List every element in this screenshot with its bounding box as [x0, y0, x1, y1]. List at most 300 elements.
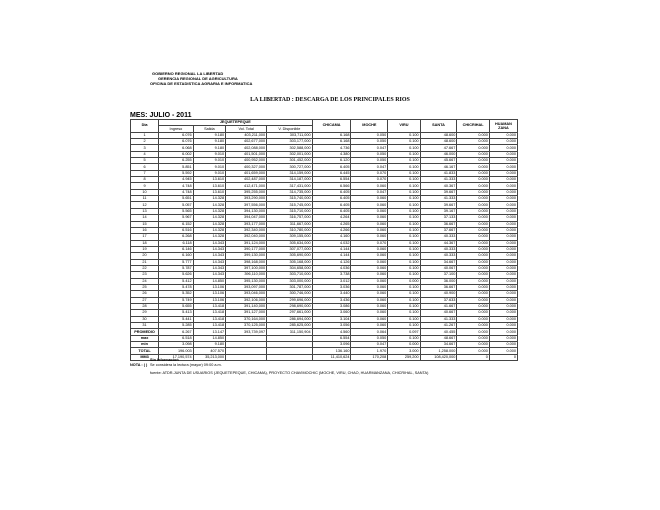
value-cell: 14.850 [193, 335, 225, 341]
value-cell: 0.000 [489, 291, 517, 297]
value-cell: 0.100 [388, 215, 420, 221]
value-cell: 300,746,000 [267, 291, 312, 297]
day-cell: 4 [131, 151, 159, 157]
value-cell: 9.180 [193, 132, 225, 138]
value-cell: 402,088,000 [226, 145, 267, 151]
value-cell: 40.333 [420, 234, 457, 240]
value-cell: 0.097 [388, 329, 420, 335]
value-cell: 407.570 [193, 348, 225, 354]
value-cell: 6.146 [159, 246, 194, 252]
value-cell: 0.000 [457, 151, 489, 157]
value-cell: 13.106 [193, 284, 225, 290]
value-cell: 14.343 [193, 259, 225, 265]
value-cell: 9.010 [193, 164, 225, 170]
value-cell: 0.060 [351, 259, 388, 265]
value-cell: 0.000 [457, 316, 489, 322]
value-cell: 14.328 [193, 221, 225, 227]
value-cell: 370,164,000 [226, 316, 267, 322]
value-cell: 9.180 [193, 139, 225, 145]
value-cell: 41.833 [420, 170, 457, 176]
value-cell: 13.106 [193, 291, 225, 297]
value-cell: 391,124,000 [226, 240, 267, 246]
value-cell: 0.000 [489, 329, 517, 335]
day-cell: 10 [131, 189, 159, 195]
value-cell: 401,659,000 [226, 170, 267, 176]
value-cell: 37.633 [420, 297, 457, 303]
day-cell: 29 [131, 310, 159, 316]
col-huamanzana: HUAMAN ZANA [489, 120, 517, 133]
value-cell: 0.060 [351, 284, 388, 290]
col-group-jequetepeque: JEQUETEPEQUE [159, 120, 312, 126]
value-cell [267, 354, 312, 360]
value-cell: 6.405 [312, 202, 351, 208]
value-cell: 0.000 [489, 183, 517, 189]
value-cell: 3.096 [312, 342, 351, 348]
value-cell: 315,745,000 [267, 202, 312, 208]
value-cell: 0.000 [489, 278, 517, 284]
value-cell: 34.667 [420, 342, 457, 348]
value-cell: 39.667 [420, 202, 457, 208]
value-cell: 5.441 [159, 316, 194, 322]
value-cell: 395,255,000 [226, 189, 267, 195]
value-cell: 0.050 [351, 151, 388, 157]
value-cell: 303,711,000 [267, 132, 312, 138]
value-cell: 0.100 [388, 227, 420, 233]
discharge-table [130, 119, 518, 361]
value-cell: 0.100 [388, 316, 420, 322]
value-cell: 6.076 [159, 132, 194, 138]
value-cell: 400,952,000 [226, 158, 267, 164]
summary-label: min [131, 342, 159, 348]
value-cell: 0.060 [351, 303, 388, 309]
value-cell: 14.328 [193, 196, 225, 202]
value-cell: 6.120 [312, 158, 351, 164]
value-cell: 0.000 [489, 221, 517, 227]
value-cell: 44.367 [420, 240, 457, 246]
value-cell: 5.285 [159, 323, 194, 329]
value-cell: 0.060 [351, 310, 388, 316]
value-cell: 170,208 [351, 354, 388, 360]
value-cell: 13.610 [193, 177, 225, 183]
value-cell: 0.000 [457, 139, 489, 145]
value-cell: 6.554 [312, 177, 351, 183]
value-cell: 11,410,624 [312, 354, 351, 360]
value-cell: 307,077,000 [267, 246, 312, 252]
value-cell: 4.266 [312, 227, 351, 233]
value-cell: 0.060 [351, 253, 388, 259]
value-cell: 0.100 [388, 323, 420, 329]
col-v-disponible: V. Disponible [267, 126, 312, 132]
value-cell: 393,046,000 [226, 291, 267, 297]
col-dia: Dia [131, 120, 159, 133]
value-cell: 0.060 [351, 208, 388, 214]
value-cell: 0.070 [351, 240, 388, 246]
day-cell: 23 [131, 272, 159, 278]
value-cell: 3.738 [312, 272, 351, 278]
value-cell: 0.000 [489, 310, 517, 316]
value-cell: 14.328 [193, 202, 225, 208]
value-cell: 301,452,000 [267, 158, 312, 164]
value-cell: 402,677,000 [226, 139, 267, 145]
value-cell: 0.060 [351, 291, 388, 297]
value-cell: 391,127,000 [226, 310, 267, 316]
value-cell: 0.100 [388, 253, 420, 259]
value-cell: 41.267 [420, 323, 457, 329]
value-cell: 6.566 [312, 183, 351, 189]
value-cell: 41.333 [420, 177, 457, 183]
value-cell: 35,213,000 [193, 354, 225, 360]
value-cell: 5.592 [159, 170, 194, 176]
value-cell: 0.060 [351, 323, 388, 329]
value-cell: 0 [457, 354, 489, 360]
day-cell: 24 [131, 278, 159, 284]
value-cell: 14.328 [193, 208, 225, 214]
value-cell: 40.455 [420, 329, 457, 335]
value-cell: 0.000 [489, 164, 517, 170]
value-cell: 0.100 [388, 234, 420, 240]
value-cell: 14.343 [193, 265, 225, 271]
value-cell: 4.160 [312, 234, 351, 240]
value-cell: 0.000 [489, 259, 517, 265]
day-cell: 1 [131, 132, 159, 138]
value-cell: 0.000 [457, 227, 489, 233]
value-cell: 6.152 [159, 221, 194, 227]
value-cell: 0.000 [457, 323, 489, 329]
value-cell: 4.560 [312, 329, 351, 335]
value-cell: 0.050 [351, 139, 388, 145]
value-cell: 5.967 [159, 215, 194, 221]
value-cell: 0.100 [388, 221, 420, 227]
header-line-1: GOBIERNO REGIONAL LA LIBERTAD [152, 71, 224, 76]
value-cell: 412,471,000 [226, 183, 267, 189]
value-cell: 36.667 [420, 284, 457, 290]
value-cell: 0.050 [351, 335, 388, 341]
value-cell: 0.100 [388, 170, 420, 176]
value-cell: 397,100,000 [226, 265, 267, 271]
value-cell: 0.060 [351, 215, 388, 221]
value-cell: 0.000 [457, 170, 489, 176]
value-cell: 0.000 [489, 132, 517, 138]
summary-row [131, 354, 518, 360]
summary-label: TOTAL [131, 348, 159, 354]
value-cell: 0.000 [457, 297, 489, 303]
value-cell: 13.418 [193, 316, 225, 322]
value-cell: 4.265 [312, 221, 351, 227]
value-cell: 6.002 [159, 151, 194, 157]
nota-text-1: Se considera la lectura (mayor) 09:00 a.m. [150, 363, 222, 367]
value-cell: 0.000 [457, 164, 489, 170]
header-line-3: OFICINA DE ESTADISTICA AGRARIA E INFORMATICA [150, 81, 253, 86]
value-cell: 4.380 [312, 151, 351, 157]
value-cell: 303,000,000 [267, 278, 312, 284]
value-cell: 0.000 [457, 284, 489, 290]
value-cell: 1.970 [351, 348, 388, 354]
value-cell: 393,097,000 [226, 284, 267, 290]
value-cell: 0.064 [351, 329, 388, 335]
day-cell: 31 [131, 323, 159, 329]
value-cell: 6.445 [312, 170, 351, 176]
value-cell: 3.436 [312, 297, 351, 303]
value-cell: 302,001,000 [267, 151, 312, 157]
value-cell: 0.000 [489, 234, 517, 240]
value-cell: 40.067 [420, 265, 457, 271]
value-cell: 4.036 [312, 265, 351, 271]
value-cell: 41.333 [420, 196, 457, 202]
day-cell: 21 [131, 259, 159, 265]
value-cell: 403,211,000 [226, 132, 267, 138]
value-cell: 5.413 [159, 310, 194, 316]
value-cell: 0.000 [457, 183, 489, 189]
value-cell: 4.264 [312, 215, 351, 221]
value-cell: 0.000 [489, 316, 517, 322]
value-cell: 0.100 [388, 259, 420, 265]
value-cell: 45.667 [420, 158, 457, 164]
value-cell: 393,739,097 [226, 329, 267, 335]
col-santa: SANTA [420, 120, 457, 133]
value-cell: 0.000 [489, 342, 517, 348]
day-cell: 9 [131, 183, 159, 189]
value-cell: 0.000 [489, 323, 517, 329]
value-cell: 0.060 [351, 265, 388, 271]
value-cell: 40.667 [420, 310, 457, 316]
value-cell: 4.945 [159, 177, 194, 183]
nota-text-2: fuente: ATDR-JUNTA DE USUARIOS (JEQUETEPEQUE, CHICAMA), PROYECTO CHAVIMOCHIC (MOCHE, VIRU, CHAO, HUARMANZANA, CHICRIHAL, SANTA) [150, 371, 429, 375]
value-cell: 300,727,000 [267, 164, 312, 170]
value-cell: 6.405 [312, 164, 351, 170]
value-cell: 304,658,000 [267, 265, 312, 271]
value-cell: 37.667 [420, 227, 457, 233]
value-cell: 299,696,000 [267, 297, 312, 303]
col-salida: Salida [193, 126, 225, 132]
value-cell: 0.000 [457, 291, 489, 297]
value-cell: 0.100 [388, 265, 420, 271]
value-cell: 0.100 [388, 145, 420, 151]
value-cell: 396,110,000 [226, 272, 267, 278]
value-cell: 39.667 [420, 189, 457, 195]
value-cell: 5.777 [159, 259, 194, 265]
value-cell: 41.667 [420, 303, 457, 309]
value-cell: 0.000 [457, 158, 489, 164]
value-cell: 6.405 [312, 208, 351, 214]
value-cell: 0.000 [457, 240, 489, 246]
value-cell: 6.168 [312, 139, 351, 145]
value-cell: 1,258.000 [420, 348, 457, 354]
value-cell: 311,667,000 [267, 221, 312, 227]
value-cell: 0.000 [457, 310, 489, 316]
value-cell: 3.104 [312, 316, 351, 322]
day-cell: 14 [131, 215, 159, 221]
value-cell: 108,420,000 [420, 354, 457, 360]
value-cell: 397,556,000 [226, 202, 267, 208]
value-cell: 297,661,000 [267, 310, 312, 316]
value-cell: 394,130,000 [226, 208, 267, 214]
value-cell: 315,710,000 [267, 208, 312, 214]
value-cell: 0.000 [489, 145, 517, 151]
value-cell: 0.100 [388, 139, 420, 145]
day-cell: 7 [131, 170, 159, 176]
value-cell: 259,200 [388, 354, 420, 360]
value-cell: 40.367 [420, 183, 457, 189]
value-cell: 0.000 [457, 253, 489, 259]
value-cell: 0.100 [388, 164, 420, 170]
day-cell: 11 [131, 196, 159, 202]
value-cell: 0.060 [351, 183, 388, 189]
value-cell: 9.010 [193, 151, 225, 157]
value-cell: 315,740,000 [267, 196, 312, 202]
nota-label: NOTA : [130, 363, 143, 367]
value-cell: 39.167 [420, 208, 457, 214]
value-cell: 0.047 [351, 189, 388, 195]
day-cell: 6 [131, 164, 159, 170]
value-cell: 0.000 [489, 284, 517, 290]
day-cell: 17 [131, 234, 159, 240]
value-cell: 14.328 [193, 215, 225, 221]
value-cell: 14.343 [193, 240, 225, 246]
value-cell: 0.100 [388, 132, 420, 138]
value-cell: 48.600 [420, 139, 457, 145]
value-cell: 311,150,904 [267, 329, 312, 335]
value-cell: 37.133 [420, 215, 457, 221]
value-cell: 3.056 [312, 323, 351, 329]
summary-label: max [131, 335, 159, 341]
value-cell: 305,634,000 [267, 240, 312, 246]
value-cell: 0.000 [489, 151, 517, 157]
value-cell: 4.144 [312, 246, 351, 252]
value-cell: 0.060 [351, 278, 388, 284]
value-cell: 314,735,000 [267, 189, 312, 195]
value-cell: 0.000 [457, 272, 489, 278]
value-cell: 37.100 [420, 272, 457, 278]
value-cell: 5.787 [159, 265, 194, 271]
value-cell: 0.047 [351, 342, 388, 348]
value-cell: 395,130,000 [226, 278, 267, 284]
value-cell: 303,710,000 [267, 272, 312, 278]
page-title: LA LIBERTAD : DESCARGA DE LOS PRINCIPALES RIOS [250, 97, 410, 103]
value-cell: 3.000 [388, 348, 420, 354]
value-cell: 196.003 [159, 348, 194, 354]
value-cell: 3.440 [312, 291, 351, 297]
value-cell: 9.010 [193, 170, 225, 176]
value-cell: 398,168,000 [226, 259, 267, 265]
value-cell: 6.168 [312, 132, 351, 138]
value-cell: 0.000 [489, 139, 517, 145]
info-label: Sin Informacion [150, 358, 179, 362]
value-cell: 0.100 [388, 183, 420, 189]
value-cell: 4.748 [159, 183, 194, 189]
value-cell: 317,431,000 [267, 183, 312, 189]
value-cell: 9.180 [193, 342, 225, 348]
value-cell: 5.565 [159, 208, 194, 214]
col-chicama: CHICAMA [312, 120, 351, 133]
value-cell: 5.626 [159, 272, 194, 278]
value-cell: 285,625,000 [267, 323, 312, 329]
value-cell: 13.418 [193, 323, 225, 329]
value-cell: 13.610 [193, 189, 225, 195]
value-cell: 392,340,000 [226, 227, 267, 233]
value-cell: 41.333 [420, 316, 457, 322]
value-cell: 40.333 [420, 246, 457, 252]
day-cell: 2 [131, 139, 159, 145]
day-cell: 5 [131, 158, 159, 164]
value-cell: 6.068 [159, 145, 194, 151]
value-cell: 0.000 [489, 189, 517, 195]
value-cell: 4.748 [159, 189, 194, 195]
value-cell: 0.000 [457, 189, 489, 195]
day-cell: 25 [131, 284, 159, 290]
value-cell: 0.000 [489, 265, 517, 271]
value-cell: 393,177,000 [226, 221, 267, 227]
value-cell: 0.050 [351, 132, 388, 138]
value-cell: 5.749 [159, 297, 194, 303]
value-cell: 3.012 [312, 278, 351, 284]
value-cell: 0.000 [489, 297, 517, 303]
value-cell: 393,290,000 [226, 196, 267, 202]
value-cell: 6.255 [159, 158, 194, 164]
value-cell: 286,694,000 [267, 316, 312, 322]
value-cell: 0.000 [489, 202, 517, 208]
value-cell: 4.032 [312, 240, 351, 246]
value-cell: 0.000 [489, 158, 517, 164]
value-cell: 0.100 [388, 284, 420, 290]
col-viru: VIRU [388, 120, 420, 133]
value-cell: 0.000 [457, 177, 489, 183]
value-cell: 0.060 [351, 316, 388, 322]
value-cell: 0.100 [388, 310, 420, 316]
value-cell: 6.076 [159, 139, 194, 145]
value-cell: 0.060 [351, 202, 388, 208]
value-cell: 0.100 [388, 151, 420, 157]
value-cell: 0.000 [489, 208, 517, 214]
value-cell: 0.000 [457, 234, 489, 240]
value-cell: 0.000 [489, 170, 517, 176]
value-cell: 0 [489, 354, 517, 360]
value-cell: 0.060 [351, 234, 388, 240]
value-cell: 4.144 [312, 253, 351, 259]
value-cell: 5.478 [159, 284, 194, 290]
value-cell: 0.000 [457, 342, 489, 348]
value-cell: 17,190,574 [159, 354, 194, 360]
day-cell: 8 [131, 177, 159, 183]
day-cell: 13 [131, 208, 159, 214]
value-cell: 34.667 [420, 259, 457, 265]
value-cell: 392,040,000 [226, 234, 267, 240]
value-cell: 14.343 [193, 253, 225, 259]
header-line-2: GERENCIA REGIONAL DE AGRICULTURA [158, 76, 238, 81]
value-cell: 14.328 [193, 234, 225, 240]
value-cell: 48.600 [420, 132, 457, 138]
value-cell: 6.118 [159, 240, 194, 246]
value-cell: 301,787,000 [267, 284, 312, 290]
value-cell: 316,757,000 [267, 215, 312, 221]
value-cell: 0.070 [351, 177, 388, 183]
value-cell: 3.036 [312, 284, 351, 290]
day-cell: 3 [131, 145, 159, 151]
summary-label: PROMEDIO [131, 329, 159, 335]
value-cell: 0.060 [351, 246, 388, 252]
value-cell: 0.100 [388, 303, 420, 309]
day-cell: 16 [131, 227, 159, 233]
value-cell: 46.000 [420, 151, 457, 157]
value-cell: 401,501,000 [226, 151, 267, 157]
value-cell: 394,047,000 [226, 215, 267, 221]
value-cell [226, 354, 267, 360]
value-cell: 0.000 [457, 335, 489, 341]
value-cell: 0.000 [457, 208, 489, 214]
value-cell: 0.100 [388, 202, 420, 208]
nota-line-2 [130, 371, 428, 376]
value-cell: 6.160 [159, 253, 194, 259]
value-cell: 0.060 [351, 297, 388, 303]
